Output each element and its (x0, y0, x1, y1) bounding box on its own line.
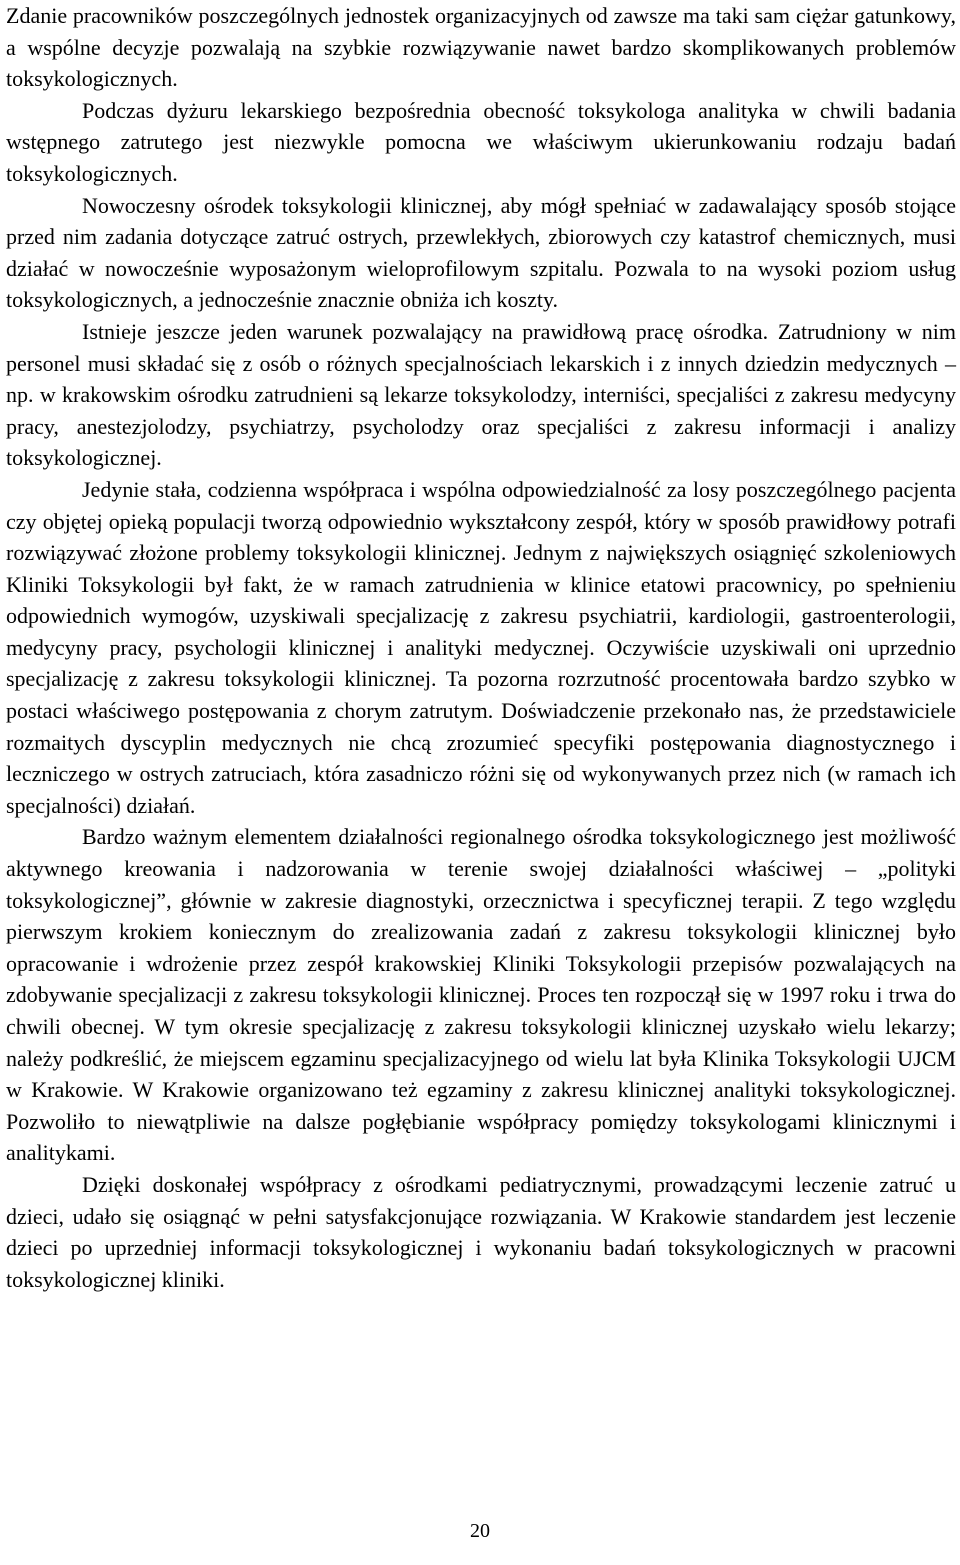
document-body (6, 0, 956, 1295)
paragraph-4: Istnieje jeszcze jeden warunek pozwalający na prawidłową pracę ośrodka. Zatrudniony w nim personel musi składać się z osób o różnych specjalnościach lekarskich i z innych dziedzin medycznych – np. w krakowskim ośrodku zatrudnieni są lekarze toksykolodzy, interniści, specjaliści z zakresu medycyny pracy, anestezjolodzy, psychiatrzy, psycholodzy oraz specjaliści z zakresu informacji i analizy toksykologicznej. (6, 318, 956, 471)
paragraph-5: Jedynie stała, codzienna współpraca i wspólna odpowiedzialność za losy poszczególnego pacjenta czy objętej opieką populacji tworzą odpowiednio wykształcony zespół, który w sposób prawidłowy potrafi rozwiązywać złożone problemy toksykologii klinicznej. Jednym z największych osiągnięć szkoleniowych Kliniki Toksykologii był fakt, że w ramach zatrudnienia w klinice etatowi pracownicy, po spełnieniu odpowiednich wymogów, uzyskiwali specjalizację z zakresu psychiatrii, kardiologii, gastroenterologii, medycyny pracy, psychologii klinicznej i analityki medycznej. Oczywiście uzyskiwali oni uprzednio specjalizację z zakresu toksykologii klinicznej. Ta pozorna rozrzutność procentowała bardzo szybko w postaci właściwego postępowania z chorym zatrutym. Doświadczenie przekonało nas, że przedstawiciele rozmaitych dyscyplin medycznych nie chcą zrozumieć specyfiki postępowania diagnostycznego i leczniczego w ostrych zatruciach, która zasadniczo różni się od wykonywanych przez nich (w ramach ich specjalności) działań. (6, 476, 956, 818)
paragraph-1: Zdanie pracowników poszczególnych jednostek organizacyjnych od zawsze ma taki sam ciężar gatunkowy, a wspólne decyzje pozwalają na szybkie rozwiązywanie nawet bardzo skomplikowanych problemów toksykologicznych. (6, 3, 956, 92)
paragraph-6: Bardzo ważnym elementem działalności regionalnego ośrodka toksykologicznego jest możliwość aktywnego kreowania i nadzorowania w terenie swojej działalności właściwej – „polityki toksykologicznej”, głównie w zakresie diagnostyki, orzecznictwa i specyficznej terapii. Z tego względu pierwszym krokiem koniecznym do zrealizowania zadań z zakresu toksykologii klinicznej było opracowanie i wdrożenie przez zespół krakowskiej Kliniki Toksykologii przepisów pozwalających na zdobywanie specjalizacji z zakresu toksykologii klinicznej. Proces ten rozpoczął się w 1997 roku i trwa do chwili obecnej. W tym okresie specjalizację z zakresu toksykologii klinicznej uzyskało wielu lekarzy; należy podkreślić, że miejscem egzaminu specjalizacyjnego od wielu lat była Klinika Toksykologii UJCM w Krakowie. W Krakowie organizowano też egzaminy z zakresu klinicznej analityki toksykologicznej. Pozwoliło to niewątpliwie na dalsze pogłębianie współpracy pomiędzy toksykologami klinicznymi i analitykami. (6, 824, 956, 1166)
paragraph-3: Nowoczesny ośrodek toksykologii klinicznej, aby mógł spełniać w zadawalający sposób stojące przed nim zadania dotyczące zatruć ostrych, przewlekłych, zbiorowych czy katastrof chemicznych, musi działać w nowocześnie wyposażonym wieloprofilowym szpitalu. Pozwala to na wysoki poziom usług toksykologicznych, a jednocześnie znacznie obniża ich koszty. (6, 192, 956, 313)
paragraph-2: Podczas dyżuru lekarskiego bezpośrednia obecność toksykologa analityka w chwili badania wstępnego zatrutego jest niezwykle pomocna we właściwym ukierunkowaniu rodzaju badań toksykologicznych. (6, 97, 956, 186)
paragraph-7: Dzięki doskonałej współpracy z ośrodkami pediatrycznymi, prowadzącymi leczenie zatruć u dzieci, udało się osiągnąć w pełni satysfakcjonujące rozwiązania. W Krakowie standardem jest leczenie dzieci po uprzedniej informacji toksykologicznej i wykonaniu badań toksykologicznych w pracowni toksykologicznej kliniki. (6, 1171, 956, 1292)
page-number: 20 (470, 1520, 490, 1542)
